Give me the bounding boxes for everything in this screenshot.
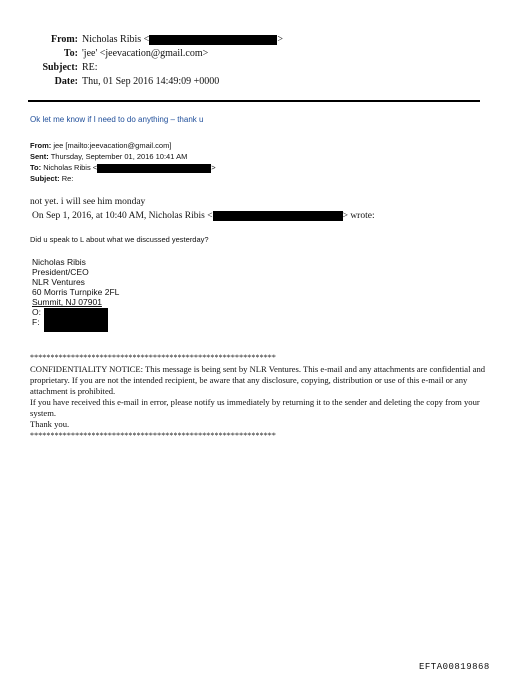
- sig-city: Summit, NJ 07901: [32, 297, 102, 307]
- sig-address: 60 Morris Turnpike 2FL: [32, 287, 120, 297]
- reply-text: Ok let me know if I need to do anything – thank u: [30, 115, 204, 124]
- sig-company: NLR Ventures: [32, 277, 85, 287]
- notice-para-1: CONFIDENTIALITY NOTICE: This message is being sent by NLR Ventures. This e-mail and any attachments are confidential and proprietary. If you are not the intended recipient, be aware that any disclosure, copying, distribution or use of this e-mail or any attachment is prohibited.: [30, 364, 486, 396]
- quoted-sent: [30, 152, 187, 161]
- quoted-to-value: Nicholas Ribis <: [43, 163, 98, 172]
- quoted-to: [30, 163, 216, 173]
- sig-o-label: O:: [32, 307, 41, 317]
- to-value: 'jee' <jeevacation@gmail.com>: [82, 48, 209, 59]
- notice-thanks: Thank you.: [30, 419, 70, 429]
- from-tail: >: [277, 34, 283, 45]
- quoted-subject-label: Subject:: [30, 174, 60, 183]
- question-line: Did u speak to L about what we discussed yesterday?: [30, 235, 209, 244]
- on-prefix: On Sep 1, 2016, at 10:40 AM, Nicholas Ribis <: [32, 211, 213, 222]
- date-label: Date:: [54, 76, 78, 87]
- quoted-from: [30, 141, 171, 150]
- stars-top: ************************************************************: [30, 353, 276, 362]
- redaction-bar: [149, 35, 277, 45]
- quoted-subject-value: Re:: [61, 174, 74, 183]
- quoted-to-tail: >: [211, 163, 216, 172]
- to-label: To:: [63, 48, 78, 59]
- confidentiality-notice: [30, 364, 486, 430]
- message-line: not yet. i will see him monday: [30, 197, 146, 207]
- redaction-bar: [44, 319, 108, 332]
- document-id: EFTA00819868: [419, 662, 490, 672]
- sig-f-label: F:: [32, 317, 40, 327]
- on-wrote-line: [32, 211, 375, 221]
- from-value: [82, 34, 283, 45]
- quoted-from-value: jee [mailto:jeevacation@gmail.com]: [53, 141, 172, 150]
- quoted-sent-value: Thursday, September 01, 2016 10:41 AM: [50, 152, 188, 161]
- subject-label: Subject:: [42, 62, 78, 73]
- from-name: Nicholas Ribis <: [82, 34, 150, 45]
- date-value: Thu, 01 Sep 2016 14:49:09 +0000: [82, 76, 220, 87]
- sig-title: President/CEO: [32, 267, 89, 277]
- quoted-to-label: To:: [30, 163, 42, 172]
- on-suffix: > wrote:: [342, 211, 375, 222]
- quoted-subject: [30, 174, 73, 183]
- header-divider: [28, 100, 480, 102]
- notice-para-2: If you have received this e-mail in error, please notify us immediately by returning it to the sender and deleting the copy from your system.: [30, 397, 480, 418]
- from-label: From:: [50, 34, 78, 45]
- redaction-bar: [213, 211, 343, 221]
- stars-bottom: ************************************************************: [30, 431, 276, 440]
- subject-value: RE:: [82, 62, 98, 73]
- quoted-from-label: From:: [30, 141, 52, 150]
- sig-name: Nicholas Ribis: [32, 257, 86, 267]
- quoted-sent-label: Sent:: [30, 152, 49, 161]
- redaction-bar: [97, 164, 211, 173]
